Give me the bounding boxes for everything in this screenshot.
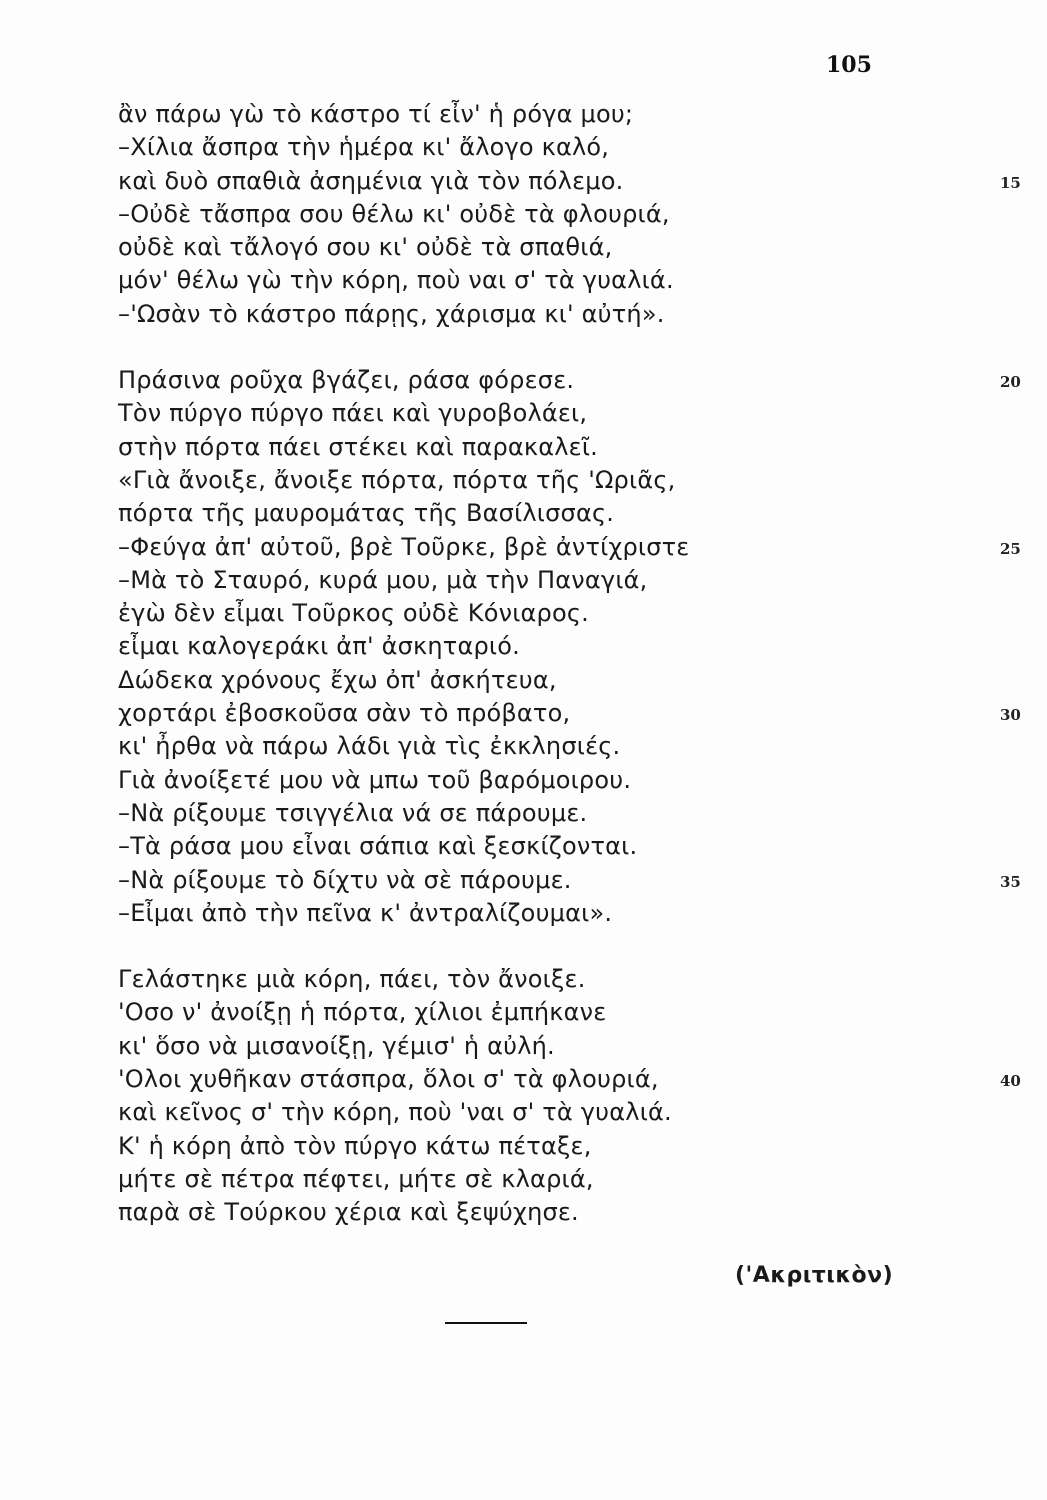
verse-line: –Χίλια ἄσπρα τὴν ἡμέρα κι' ἄλογο καλό, [118,133,610,162]
line-number: 20 [1000,373,1021,392]
verse-line: 'Ολοι χυθῆκαν στάσπρα, ὅλοι σ' τὰ φλουριά, [118,1065,659,1094]
verse-line: ἐγὼ δὲν εἶμαι Τοῦρκος οὐδὲ Κόνιαρος. [118,599,589,628]
stanza-break [118,930,878,963]
stanza [118,98,878,331]
verse-line: κι' ὅσο νὰ μισανοίξῃ, γέμισ' ἡ αὐλή. [118,1031,555,1060]
verse-line: –Μὰ τὸ Σταυρό, κυρά μου, μὰ τὴν Παναγιά, [118,565,648,594]
line-number: 40 [1000,1072,1021,1091]
stanza [118,963,878,1229]
verse-line: χορτάρι ἐβοσκοῦσα σὰν τὸ πρόβατο, [118,699,571,728]
line-number: 15 [1000,173,1021,192]
verse-line: –Νὰ ρίξουμε τσιγγέλια νά σε πάρουμε. [118,798,588,827]
verse-line: στὴν πόρτα πάει στέκει καὶ παρακαλεῖ. [118,432,598,461]
verse-line: Τὸν πύργο πύργο πάει καὶ γυροβολάει, [118,399,588,428]
verse-line: καὶ δυὸ σπαθιὰ ἀσημένια γιὰ τὸν πόλεμο. [118,166,624,195]
verse-line: Δώδεκα χρόνους ἔχω ὀπ' ἀσκήτευα, [118,665,557,694]
verse-line: μήτε σὲ πέτρα πέφτει, μήτε σὲ κλαριά, [118,1164,594,1193]
verse-line: –Νὰ ρίξουμε τὸ δίχτυ νὰ σὲ πάρουμε. [118,865,572,894]
verse-line: –Φεύγα ἀπ' αὐτοῦ, βρὲ Τοῦρκε, βρὲ ἀντίχριστε [118,532,690,561]
verse-line: 'Οσο ν' ἀνοίξῃ ἡ πόρτα, χίλιοι ἐμπήκανε [118,998,607,1027]
verse-line: –'Ωσὰν τὸ κάστρο πάρῃς, χάρισμα κι' αὐτή». [118,299,665,328]
line-number: 35 [1000,872,1021,891]
verse-line: πόρτα τῆς μαυρομάτας τῆς Βασίλισσας. [118,499,615,528]
verse-line: κι' ἦρθα νὰ πάρω λάδι γιὰ τὶς ἐκκλησιές. [118,732,621,761]
verse-line: οὐδὲ καὶ τἄλογό σου κι' οὐδὲ τὰ σπαθιά, [118,233,613,262]
verse-line: –Εἶμαι ἀπὸ τὴν πεῖνα κ' ἀντραλίζουμαι». [118,898,613,927]
verse-line: ἂν πάρω γὼ τὸ κάστρο τί εἶν' ἡ ρόγα μου; [118,100,634,128]
verse-line: Γιὰ ἀνοίξετέ μου νὰ μπω τοῦ βαρόμοιρου. [118,765,632,794]
source-attribution: ('Ακριτικὸν) [735,1263,894,1288]
verse-line: Πράσινα ροῦχα βγάζει, ράσα φόρεσε. [118,366,575,395]
stanza [118,364,878,930]
page-number: 105 [826,52,872,78]
verse-line: μόν' θέλω γὼ τὴν κόρη, ποὺ ναι σ' τὰ γυαλιά. [118,266,674,295]
verse-line: –Τὰ ράσα μου εἶναι σάπια καὶ ξεσκίζονται. [118,832,638,861]
closing-rule [445,1322,527,1324]
line-number: 30 [1000,706,1021,725]
verse-line: καὶ κεῖνος σ' τὴν κόρη, ποὺ 'ναι σ' τὰ γυαλιά. [118,1098,672,1127]
verse-line: Κ' ἡ κόρη ἀπὸ τὸν πύργο κάτω πέταξε, [118,1131,592,1160]
poem-text [118,98,1021,1230]
line-number: 25 [1000,539,1021,558]
verse-line: εἶμαι καλογεράκι ἀπ' ἀσκηταριό. [118,632,520,661]
verse-line: «Γιὰ ἄνοιξε, ἄνοιξε πόρτα, πόρτα τῆς 'Ωριᾶς, [118,465,676,494]
verse-line: παρὰ σὲ Τούρκου χέρια καὶ ξεψύχησε. [118,1198,579,1227]
stanza-break [118,331,878,364]
verse-line: Γελάστηκε μιὰ κόρη, πάει, τὸν ἄνοιξε. [118,965,586,994]
verse-line: –Οὐδὲ τἄσπρα σου θέλω κι' οὐδὲ τὰ φλουριά, [118,199,670,228]
